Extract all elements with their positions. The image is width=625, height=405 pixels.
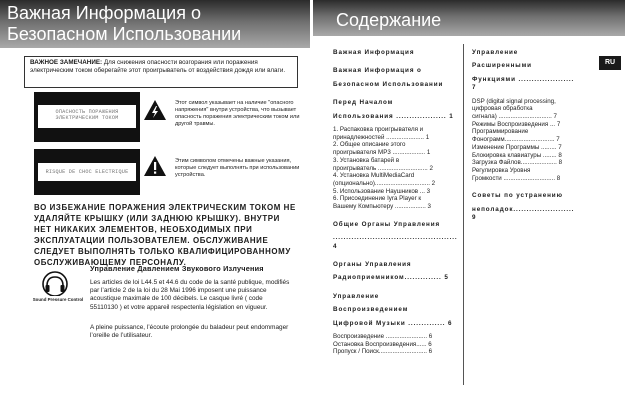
toc-entry: цифровая обработка: [472, 105, 533, 113]
shock-warning-text-ru: ОПАСНОСТЬ ПОРАЖЕНИЯ ЭЛЕКТРИЧЕСКИМ ТОКОМ: [38, 105, 136, 128]
toc-entry: Остановка Воспроизведения...... 6: [333, 340, 432, 348]
toc-entry: принадлежностей ...................... 1: [333, 133, 430, 141]
toc-entry: 3. Установка батарей в: [333, 156, 400, 164]
toc-entry: Режимы Воспроизведения ... 7: [472, 120, 561, 128]
toc-entry: 1. Распаковка проигрывателя и: [333, 126, 424, 134]
toc-entry: Изменение Программы ......... 7: [472, 143, 562, 151]
toc-section-heading: Управление: [472, 49, 519, 56]
toc-section-heading: Использования ................... 1: [333, 112, 454, 120]
notice-text: Для снижения опасности возгорания или поражения электрическим током оберегайте этот проигрыватель от воздействия дождя или влаги.: [30, 59, 286, 75]
toc-entry: 4. Установка MultiMediaCard: [333, 172, 415, 180]
toc-entry: 5. Использование Наушников ... 3: [333, 187, 431, 195]
toc-entry: сигнала) ............................... 7: [472, 113, 557, 121]
shock-caps-warning: ВО ИЗБЕЖАНИЕ ПОРАЖЕНИЯ ЭЛЕКТРИЧЕСКИМ ТОКОМ НЕ УДАЛЯЙТЕ КРЫШКУ (ИЛИ ЗАДНЮЮ КРЫШКУ). ВНУТРИ НЕТ НИКАКИХ ЭЛЕМЕНТОВ, НЕОБХОДИМЫХ ПРИ ЭКСПЛУАТАЦИИ ПОЛЬЗОВАТЕЛЕМ. ОБСЛУЖИВАНИЕ СЛЕДУЕТ ВЫПОЛНЯТЬ ТОЛЬКО КВАЛИФИЦИРОВАННОМУ ОБСЛУЖИВАЮЩЕМУ ПЕРСОНАЛУ.: [34, 203, 296, 267]
toc-section-heading: Важная Информация о: [333, 67, 422, 75]
title-line-2: Безопасном Использовании: [7, 24, 242, 44]
toc-section-heading: Перед Началом: [333, 99, 394, 107]
notice-label: ВАЖНОЕ ЗАМЕЧАНИЕ:: [30, 59, 103, 66]
toc-gap: [333, 251, 459, 256]
page-title: [7, 3, 241, 45]
lightning-triangle-icon: [143, 99, 167, 121]
toc-section-heading: Общие Органы Управления: [333, 220, 441, 228]
toc-entry: Программирование: [472, 128, 529, 136]
toc-section-heading: Важная Информация: [333, 49, 415, 56]
right-page: [313, 0, 625, 405]
toc-section-heading: Расширенными: [472, 62, 532, 70]
toc-gap: [472, 182, 577, 187]
toc-section-heading: Воспроизведением: [333, 306, 409, 314]
sound-pressure-heading: Управление Давлением Звукового Излучения: [90, 264, 264, 273]
toc-section-heading: Функциями ..................... 7: [472, 75, 575, 92]
left-header: [0, 0, 310, 48]
toc-entry: DSP (digital signal processing,: [472, 97, 556, 105]
sound-hearing-paragraph: A pleine puissance, l’écoute prolongée du baladeur peut endommager l’oreille de l’utilisateur.: [90, 324, 289, 340]
toc-entry: (опционально)................................ 2: [333, 179, 436, 187]
toc-entry: Загрузка Файлов..................... 8: [472, 159, 563, 167]
toc-section-heading: Радиоприемником.............. 5: [333, 274, 449, 282]
headphones-caption: Sound Pressure Control: [32, 297, 84, 302]
toc-column-2: [472, 44, 577, 385]
toc-section-heading: Управление: [333, 292, 380, 300]
toc-section-heading: ............................................... 4: [333, 234, 458, 250]
toc-gap: [333, 283, 459, 288]
toc-entry: Регулировка Уровня: [472, 166, 531, 174]
left-page: [0, 0, 310, 405]
toc-gap: [333, 211, 459, 216]
important-notice-box: [24, 56, 298, 88]
right-header: [313, 0, 625, 36]
toc-entry: проигрывателя MP3 ................... 1: [333, 149, 431, 157]
title-line-1: Важная Информация о: [7, 3, 201, 23]
sound-law-paragraph: Les articles de loi L44.5 et 44.6 du code de la santé publique, modifiés par l’article 2 de la loi du 28 Mai 1996 imposent une puissance acoustique maximale de 100 décibels. Le casque livré ( code 55110130 ) et votre appareil respectenla législation en vigueur.: [90, 279, 290, 311]
contents-title: Содержание: [336, 10, 442, 30]
toc-entry: проигрыватель ............................. 2: [333, 164, 433, 172]
toc-entry: Блокировка клавиатуры ........ 8: [472, 151, 562, 159]
toc-section-heading: неполадок....................... 9: [472, 205, 575, 222]
toc-gap: [333, 57, 459, 62]
toc-entry: Фонограмм............................. 7: [472, 136, 560, 144]
toc-entry: Воспроизведение ........................ 6: [333, 333, 433, 341]
toc-gap: [333, 89, 459, 94]
shock-warning-label-fr: [34, 149, 140, 195]
language-badge: RU: [599, 56, 621, 70]
shock-warning-text-fr: RISQUE DE CHOC ELECTRIQUE: [38, 163, 136, 181]
exclamation-symbol-description: Этим символом отмечены важные указания, которые следует выполнять при использовании устройства.: [175, 158, 300, 178]
lightning-symbol-description: Этот символ указывает на наличие "опасного напряжения" внутри устройства, что вызывает опасность поражения электрическим током или другой травмы.: [175, 100, 300, 127]
toc-entry: Вашему Компьютеру .................. 3: [333, 203, 431, 211]
headphones-icon: [40, 270, 70, 296]
toc-entry: 2. Общее описание этого: [333, 141, 406, 149]
toc-section-heading: Советы по устранению: [472, 192, 563, 200]
toc-entry: Пропуск / Поиск............................ 6: [333, 348, 433, 356]
toc-section-heading: Безопасном Использовании: [333, 80, 444, 88]
toc-entry: Громкости .............................. 8: [472, 174, 561, 182]
toc-column-1: [333, 44, 464, 385]
toc-section-heading: Цифровой Музыки .............. 6: [333, 319, 453, 327]
shock-warning-label-ru: [34, 92, 140, 142]
toc-section-heading: Органы Управления: [333, 260, 412, 268]
toc-entry: 6. Присоединение Iyra Player к: [333, 195, 422, 203]
exclamation-triangle-icon: [143, 155, 167, 177]
